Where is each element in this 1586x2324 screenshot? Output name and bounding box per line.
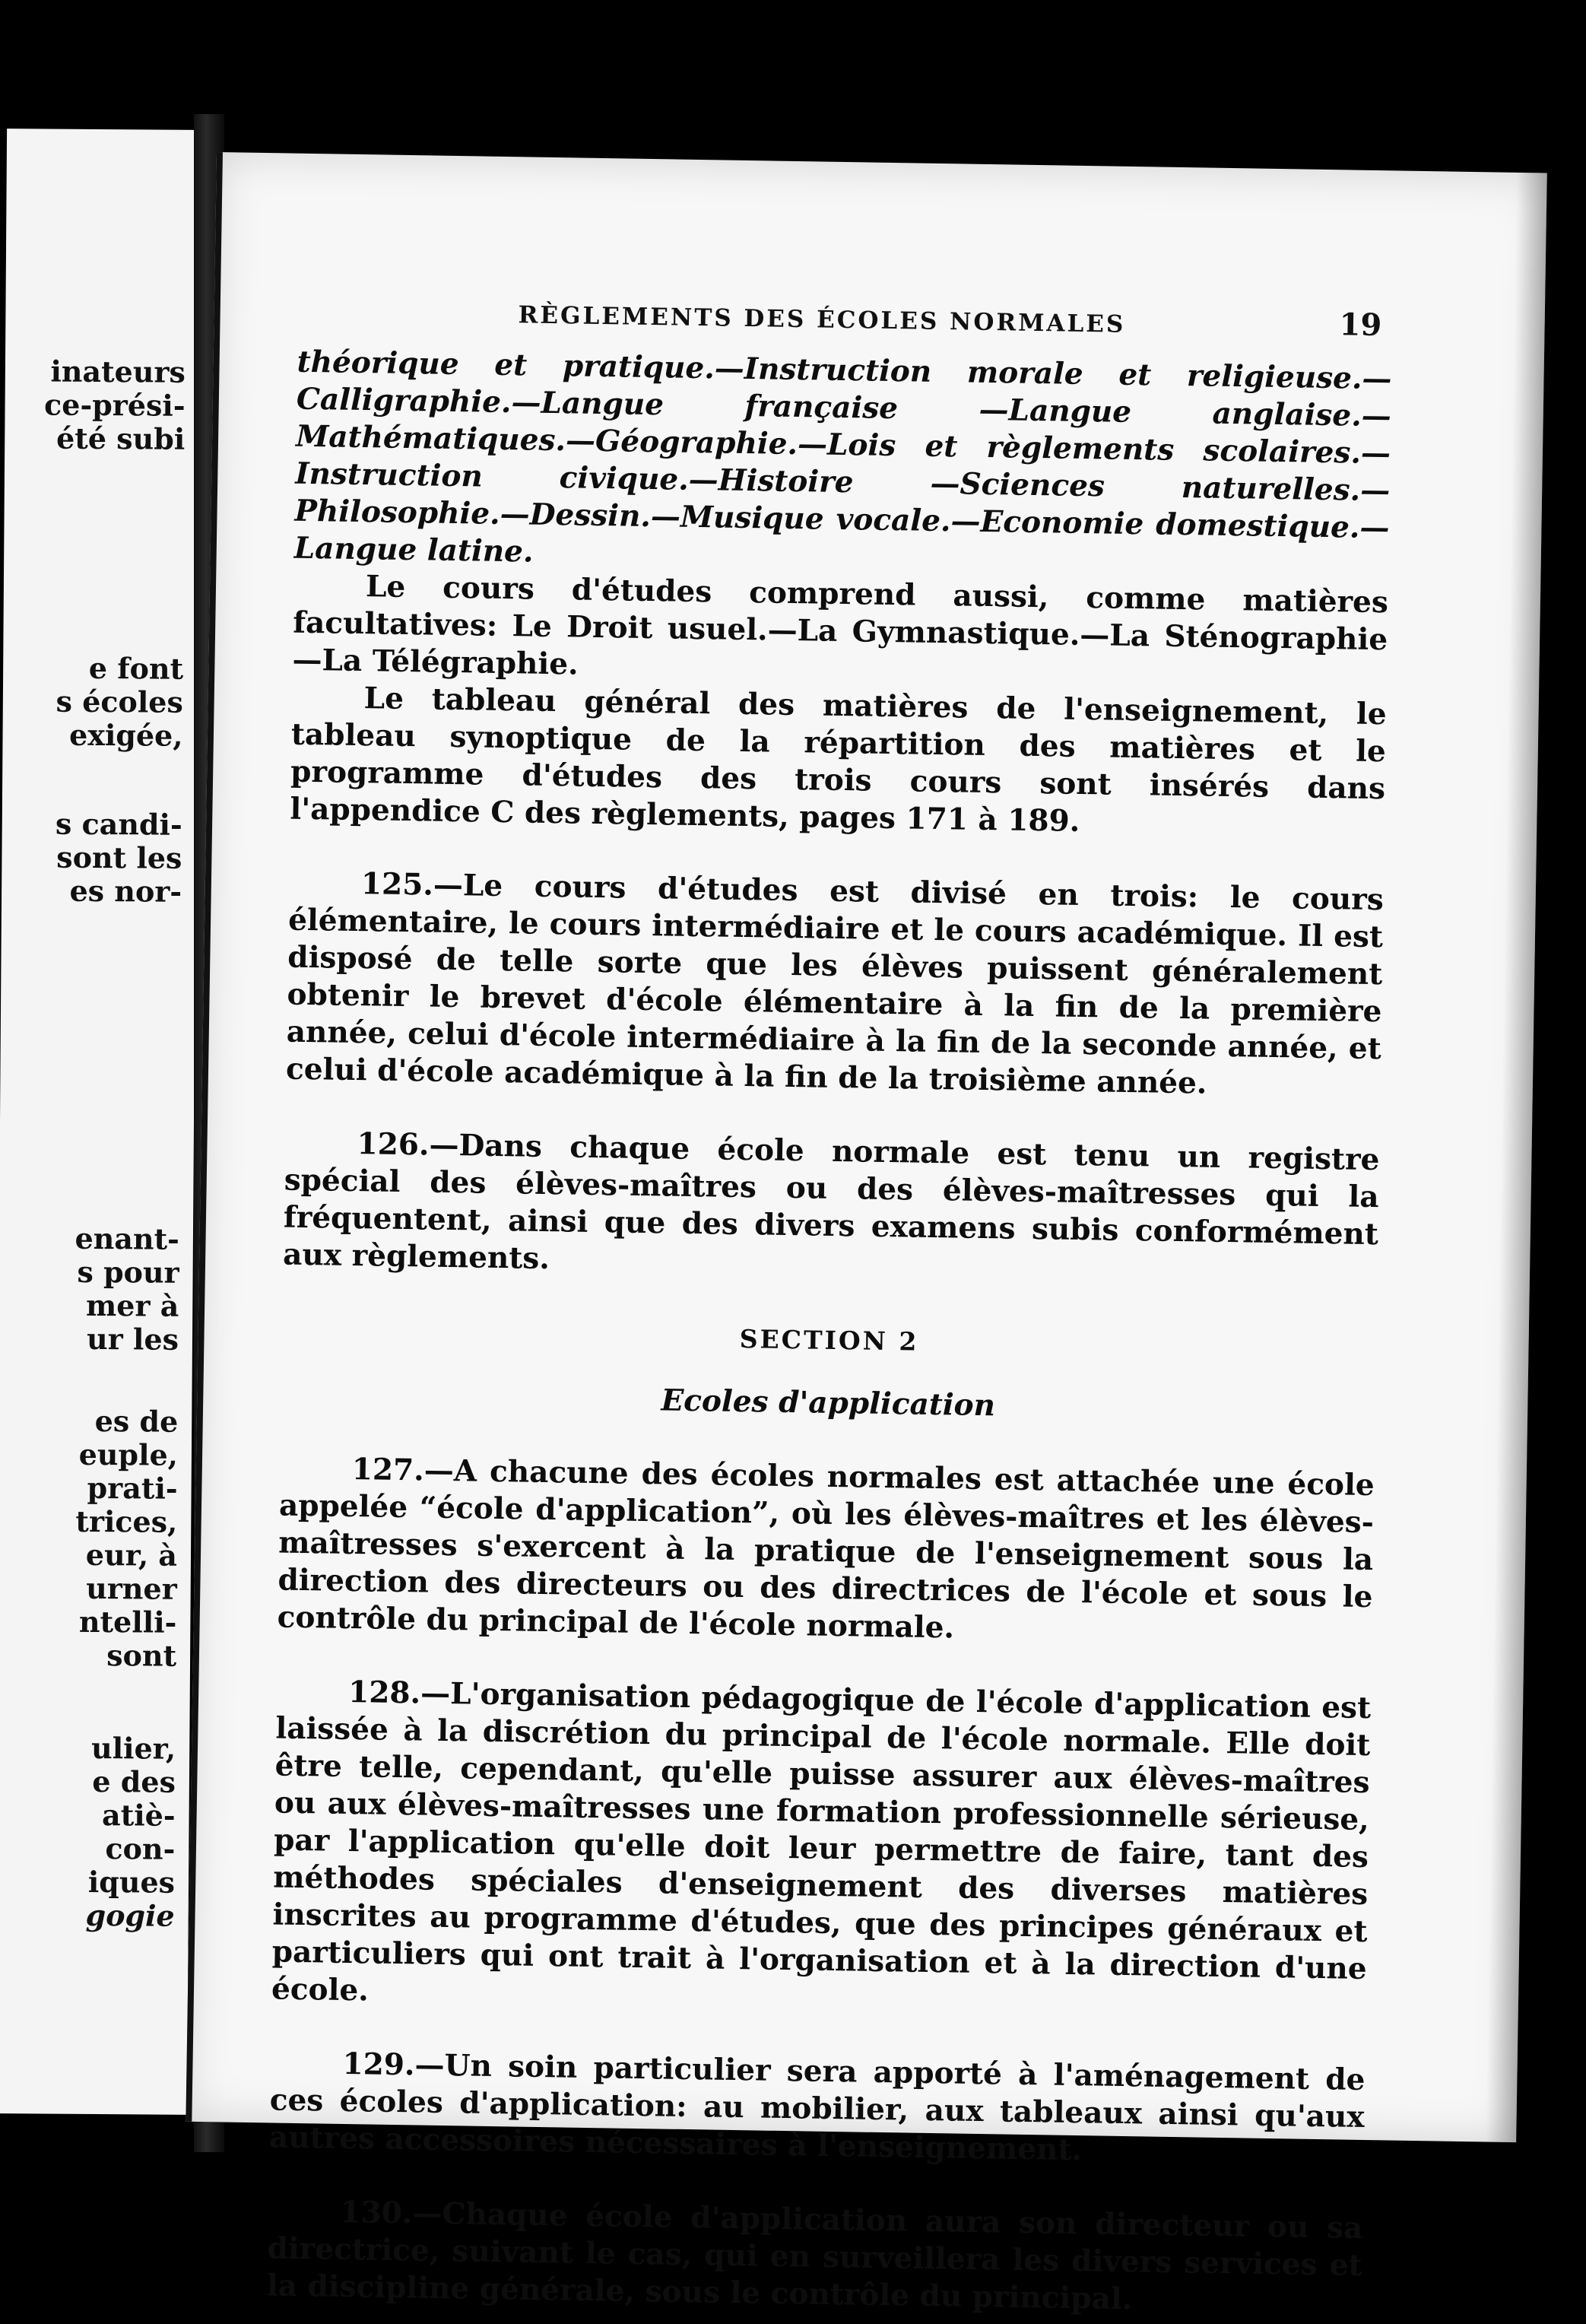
article-text: —Le cours d'études est divisé en trois: le cours élémentaire, le cours intermédiaire et le cours académique. Il est disposé de telle sorte que les élèves puissent généralement obtenir le brevet d'école élémentaire à la fin de la première année, celui d'école intermédiaire à la fin de la seconde année, et celui d'école académique à la fin de la troisième année.: [285, 867, 1385, 1101]
left-line: sont les: [56, 840, 182, 875]
previous-page-fragment: [0, 129, 201, 2115]
article-number: 130.: [340, 2194, 413, 2231]
article-number: 128.: [347, 1674, 421, 1711]
paragraph: théorique et pratique.—Instruction morale et religieuse.—Calligraphie.—Langue française —Langue anglaise.—Mathématiques.—Géographie.—Lois et règlements scolaires.—Instruction civique.—Histoire —Sciences naturelles.—Philosophie.—Dessin.—Musique vocale.—Economie domestique.—Langue latine.: [293, 344, 1392, 570]
left-line: inateurs: [50, 354, 186, 389]
article-text: —L'organisation pédagogique de l'école d'application est laissée à la discrétion du principal de l'école normale. Elle doit être telle, cependant, qu'elle puisse assurer aux élèves-maîtres ou aux élèves-maîtresses une formation professionnelle sérieuse, par l'application qu'elle doit leur permettre de faire, tant des méthodes spéciales d'enseignement des diverses matières inscrites au programme d'études, que des principes généraux et particuliers qui ont trait à l'organisation et à la direction d'une école.: [271, 1675, 1372, 2008]
article-126: [283, 1125, 1380, 1291]
left-line: e font: [88, 650, 184, 686]
paragraph: Le tableau général des matières de l'enseignement, le tableau synoptique de la répartition des matières et le programme d'études des trois cours sont insérés dans l'appendice C des règlements, pages 171 à 189.: [290, 681, 1387, 839]
article-128: [271, 1672, 1372, 2025]
article-text: —Un soin particulier sera apporté à l'aménagement de ces écoles d'application: au mobilier, aux tableaux ainsi qu'aux autres accessoires nécessaires à l'enseignement.: [268, 2047, 1366, 2168]
section-heading: SECTION 2: [739, 1323, 919, 1357]
left-line: ntelli-: [78, 1604, 177, 1640]
left-line: trices,: [75, 1503, 178, 1539]
left-line: s écoles: [56, 684, 184, 719]
article-number: 125.: [360, 866, 434, 903]
left-line: ce-prési-: [43, 387, 186, 423]
left-line: sont: [106, 1638, 177, 1673]
left-line: euple,: [78, 1437, 179, 1472]
left-line: s pour: [77, 1254, 179, 1290]
article-125: [286, 865, 1384, 1106]
left-line: exigée,: [68, 717, 183, 753]
left-line: e des: [92, 1764, 176, 1799]
page-number: 19: [1339, 306, 1382, 344]
left-line: eur, à: [85, 1537, 178, 1573]
left-line: es de: [94, 1403, 179, 1439]
left-line: s candi-: [55, 806, 182, 842]
article-number: 126.: [357, 1126, 430, 1163]
article-number: 127.: [351, 1452, 425, 1488]
article-127: [277, 1450, 1375, 1654]
article-text: —Chaque école d'application aura son directeur ou sa directrice, suivant le cas, qui en surveillera les divers services et la discipline générale, sous le contrôle du principal.: [266, 2195, 1363, 2317]
book-page: [186, 152, 1546, 2317]
left-line: prati-: [87, 1470, 178, 1506]
article-text: —A chacune des écoles normales est attachée une école appelée “école d'application”, où les élèves-maîtres et les élèves-maîtresses s'exercent à la pratique de l'enseignement sous la direction des directeurs ou des directrices de l'école et sous le contrôle du principal de l'école normale.: [277, 1452, 1375, 1646]
left-line: enant-: [75, 1221, 180, 1256]
left-line: ur les: [86, 1321, 179, 1357]
left-line: urner: [86, 1570, 177, 1606]
left-line: ulier,: [90, 1730, 176, 1766]
left-line: atiè-: [101, 1798, 176, 1833]
left-line: mer à: [85, 1287, 179, 1323]
paragraph: Le cours d'études comprend aussi, comme matières facultatives: Le Droit usuel.—La Gymnastique.—La Sténographie —La Télégraphie.: [292, 569, 1389, 682]
section-title: Ecoles d'application: [661, 1383, 996, 1424]
left-line: con-: [105, 1831, 176, 1866]
article-text: —Dans chaque école normale est tenu un registre spécial des élèves-maîtres ou des élèves-maîtresses qui la fréquentent, ainsi que des divers examens subis conformément aux règlements.: [282, 1127, 1380, 1277]
left-line: été subi: [56, 421, 186, 456]
page-body: [267, 344, 1392, 2322]
left-line: iques: [87, 1864, 176, 1900]
left-line: es nor-: [69, 873, 182, 909]
article-130: [267, 2192, 1363, 2322]
article-129: [269, 2044, 1366, 2173]
left-line: gogie: [85, 1897, 175, 1933]
page-edge-shadow: [1486, 173, 1547, 2142]
running-head: RÈGLEMENTS DES ÉCOLES NORMALES: [518, 301, 1126, 338]
article-number: 129.: [342, 2046, 415, 2083]
